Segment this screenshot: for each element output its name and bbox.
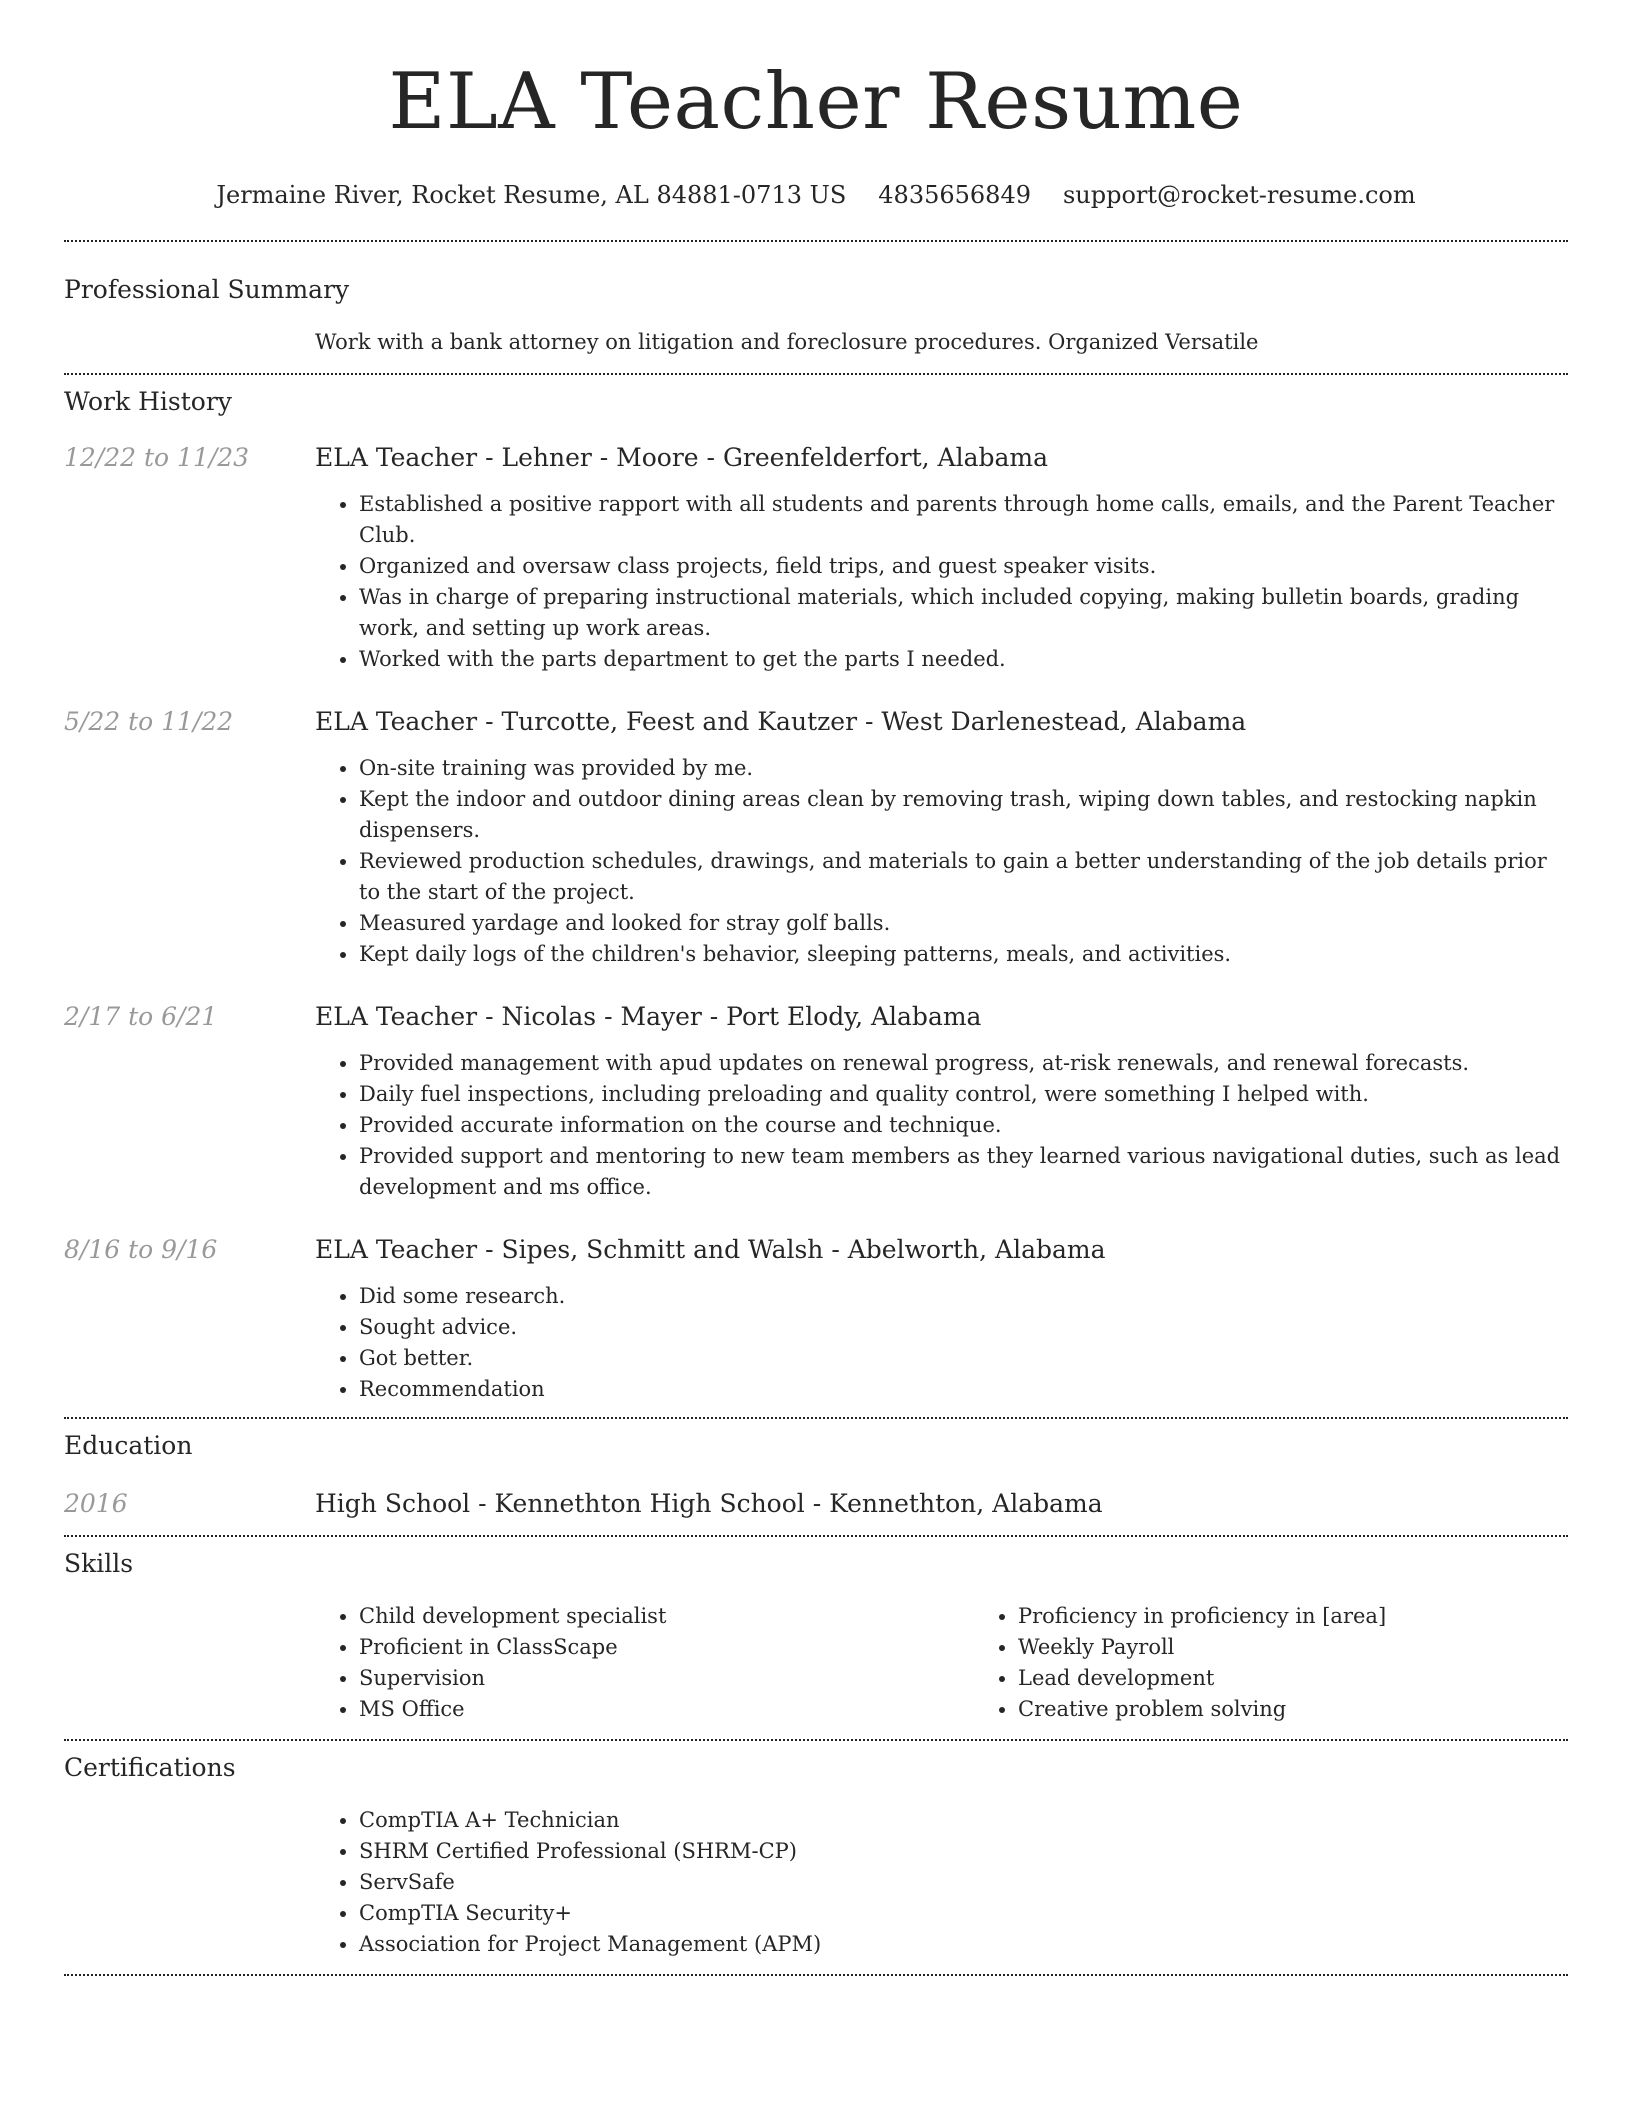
contact-email: support@rocket-resume.com xyxy=(1062,181,1416,209)
job-entry xyxy=(64,1000,1568,1203)
job-dates: 8/16 to 9/16 xyxy=(64,1235,218,1264)
job-bullet: • Provided management with apud updates on renewal progress, at-risk renewals, and renewal forecasts. xyxy=(359,1048,1568,1079)
skill-item: • Child development specialist xyxy=(359,1601,974,1632)
job-bullet: • Daily fuel inspections, including preloading and quality control, were something I helped with. xyxy=(359,1079,1568,1110)
contact-address: Jermaine River, Rocket Resume, AL 84881-0713 US xyxy=(216,181,847,209)
skills-column-1 xyxy=(315,1601,974,1725)
certification-item: • SHRM Certified Professional (SHRM-CP) xyxy=(359,1836,1568,1867)
skill-item: • Lead development xyxy=(1018,1663,1632,1694)
resume-title: ELA Teacher Resume xyxy=(388,57,1244,147)
divider xyxy=(64,1974,1568,1976)
job-bullet: • Reviewed production schedules, drawings, and materials to gain a better understanding of the job details prior to the start of the project. xyxy=(359,846,1568,908)
job-bullets xyxy=(315,1048,1568,1203)
job-bullet: • Did some research. xyxy=(359,1281,1568,1312)
skill-item: • Weekly Payroll xyxy=(1018,1632,1632,1663)
education-year: 2016 xyxy=(64,1489,128,1518)
job-title: ELA Teacher - Nicolas - Mayer - Port Elody, Alabama xyxy=(315,1002,982,1031)
job-title: ELA Teacher - Sipes, Schmitt and Walsh - Abelworth, Alabama xyxy=(315,1235,1106,1264)
section-heading-summary: Professional Summary xyxy=(64,275,350,304)
job-bullet: • Was in charge of preparing instructional materials, which included copying, making bulletin boards, grading work, and setting up work areas. xyxy=(359,582,1568,644)
job-bullet: • Kept daily logs of the children's behavior, sleeping patterns, meals, and activities. xyxy=(359,939,1568,970)
job-bullet: • Kept the indoor and outdoor dining areas clean by removing trash, wiping down tables, and restocking napkin dispensers. xyxy=(359,784,1568,846)
certification-item: • Association for Project Management (APM) xyxy=(359,1929,1568,1960)
summary-section xyxy=(64,242,1568,358)
skills-spacer xyxy=(64,1601,315,1725)
skill-item: • Creative problem solving xyxy=(1018,1694,1632,1725)
section-heading-work: Work History xyxy=(64,387,232,416)
certifications-list xyxy=(315,1805,1568,1960)
job-details xyxy=(315,441,1568,675)
summary-spacer xyxy=(64,327,315,358)
job-entry xyxy=(64,441,1568,675)
job-bullets xyxy=(315,1281,1568,1405)
certification-item: • ServSafe xyxy=(359,1867,1568,1898)
certification-item: • CompTIA A+ Technician xyxy=(359,1805,1568,1836)
skills-grid xyxy=(315,1601,1632,1725)
education-section xyxy=(64,1419,1568,1521)
job-dates: 5/22 to 11/22 xyxy=(64,707,234,736)
job-details xyxy=(315,1233,1568,1405)
job-bullet: • Sought advice. xyxy=(359,1312,1568,1343)
skills-column-2 xyxy=(974,1601,1632,1725)
job-bullet: • Got better. xyxy=(359,1343,1568,1374)
job-entry xyxy=(64,1233,1568,1405)
contact-phone: 4835656849 xyxy=(878,181,1031,209)
job-bullet: • Established a positive rapport with all students and parents through home calls, emails, and the Parent Teacher Club. xyxy=(359,489,1568,551)
section-heading-certifications: Certifications xyxy=(64,1753,236,1782)
skill-item: • MS Office xyxy=(359,1694,974,1725)
job-bullet: • Recommendation xyxy=(359,1374,1568,1405)
skills-section xyxy=(64,1537,1568,1725)
job-dates: 2/17 to 6/21 xyxy=(64,1002,218,1031)
skill-item: • Supervision xyxy=(359,1663,974,1694)
work-section xyxy=(64,375,1568,1405)
certifications-spacer xyxy=(64,1805,315,1960)
job-title: ELA Teacher - Turcotte, Feest and Kautzer - West Darlenestead, Alabama xyxy=(315,707,1247,736)
job-title: ELA Teacher - Lehner - Moore - Greenfelderfort, Alabama xyxy=(315,443,1049,472)
section-heading-education: Education xyxy=(64,1431,193,1460)
job-details xyxy=(315,1000,1568,1203)
job-bullet: • Worked with the parts department to get the parts I needed. xyxy=(359,644,1568,675)
job-bullets xyxy=(315,489,1568,675)
certifications-section xyxy=(64,1741,1568,1960)
section-heading-skills: Skills xyxy=(64,1549,134,1578)
job-entry xyxy=(64,705,1568,970)
job-dates: 12/22 to 11/23 xyxy=(64,443,250,472)
job-bullet: • On-site training was provided by me. xyxy=(359,753,1568,784)
certifications-body xyxy=(315,1805,1568,1960)
job-bullets xyxy=(315,753,1568,970)
skill-item: • Proficient in ClassScape xyxy=(359,1632,974,1663)
skill-item: • Proficiency in proficiency in [area] xyxy=(1018,1601,1632,1632)
job-bullet: • Measured yardage and looked for stray golf balls. xyxy=(359,908,1568,939)
certification-item: • CompTIA Security+ xyxy=(359,1898,1568,1929)
job-details xyxy=(315,705,1568,970)
summary-text: Work with a bank attorney on litigation and foreclosure procedures. Organized Versatile xyxy=(315,330,1259,354)
job-bullet: • Provided accurate information on the course and technique. xyxy=(359,1110,1568,1141)
contact-line xyxy=(64,178,1568,212)
education-entry: High School - Kennethton High School - Kennethton, Alabama xyxy=(315,1489,1103,1518)
job-bullet: • Organized and oversaw class projects, field trips, and guest speaker visits. xyxy=(359,551,1568,582)
job-bullet: • Provided support and mentoring to new team members as they learned various navigational duties, such as lead development and ms office. xyxy=(359,1141,1568,1203)
job-list xyxy=(64,441,1568,1405)
